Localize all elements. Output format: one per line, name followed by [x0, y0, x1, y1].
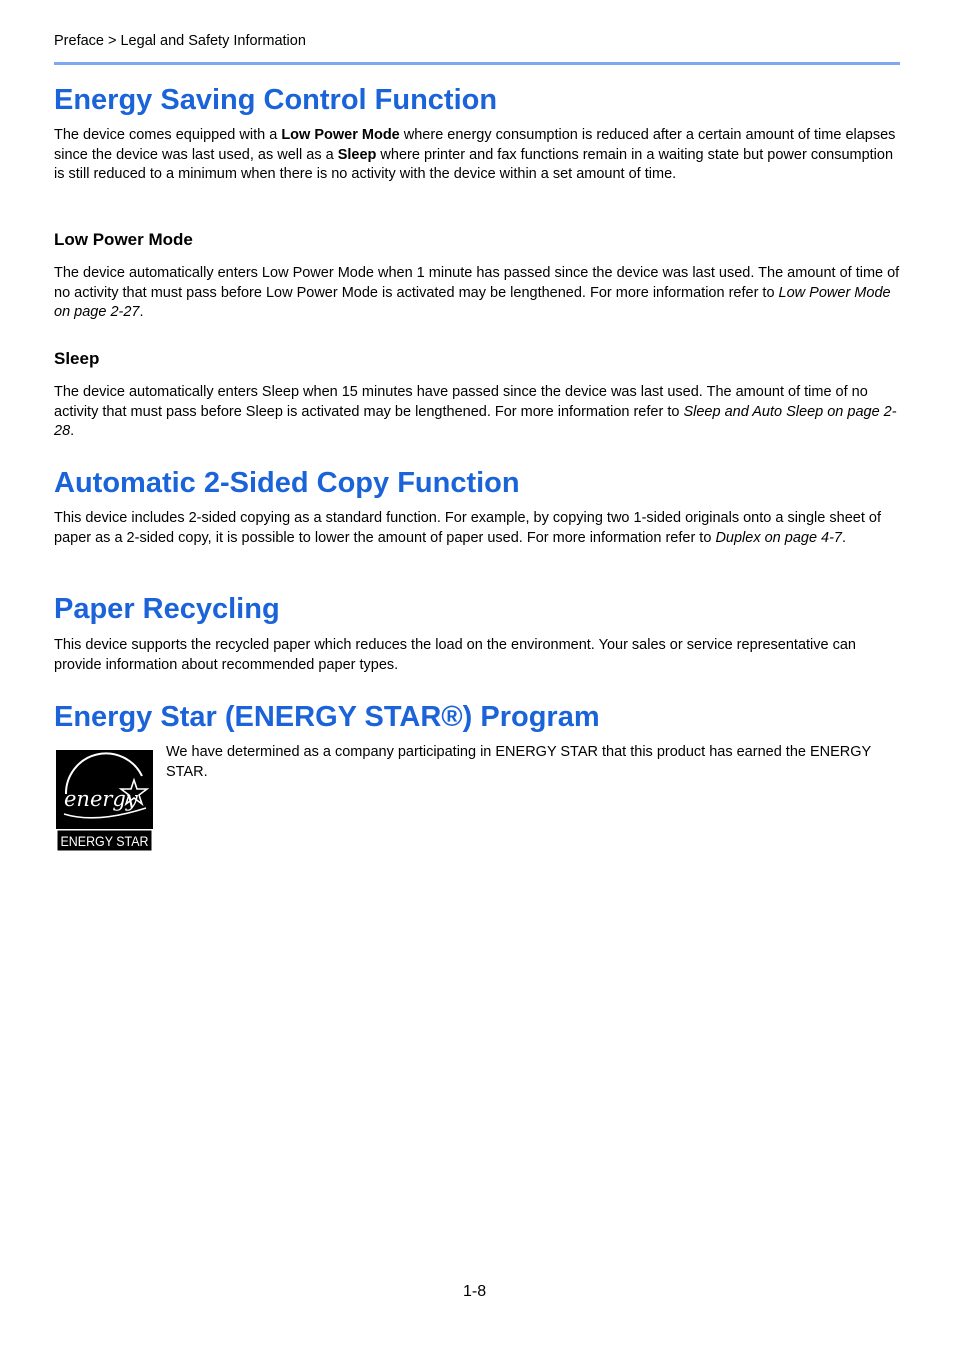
energy-star-paragraph: We have determined as a company participating in ENERGY STAR that this product has earned the ENERGY STAR. [166, 744, 871, 780]
breadcrumb: Preface > Legal and Safety Information [54, 33, 306, 49]
sleep-paragraph [54, 383, 900, 442]
intro-text-2: where energy consumption is reduced after a certain amount of time elapses since the device was last used, as well as a [54, 127, 896, 163]
low-power-paragraph [54, 264, 900, 323]
svg-text:energy: energy [64, 787, 138, 811]
low-power-text-2: . [139, 304, 144, 320]
low-power-reference: Low Power Mode on page 2-27 [54, 284, 891, 320]
heading-low-power-mode: Low Power Mode [54, 230, 193, 249]
energy-saving-intro [54, 126, 900, 185]
intro-bold-sleep: Sleep [337, 146, 377, 163]
energy-star-logo [56, 750, 153, 852]
header-divider [54, 62, 900, 65]
intro-text-1: The device comes equipped with a [54, 127, 282, 143]
sleep-reference: Sleep and Auto Sleep on page 2-28 [54, 403, 897, 439]
section-title-recycling: Paper Recycling [54, 593, 280, 625]
heading-sleep: Sleep [54, 349, 100, 368]
intro-text-3: where printer and fax functions remain in a waiting state but power consumption is still reduced to a minimum when there is no activity with the device within a set amount of time. [54, 146, 894, 182]
intro-bold-low-power: Low Power Mode [281, 127, 400, 143]
svg-text:ENERGY STAR: ENERGY STAR [60, 833, 149, 849]
duplex-reference: Duplex on page 4-7 [715, 529, 843, 546]
section-title-energy-saving: Energy Saving Control Function [54, 84, 498, 116]
recycling-paragraph: This device supports the recycled paper which reduces the load on the environment. Your sales or service representative can provide information about recommended paper types. [54, 637, 856, 673]
page-number: 1-8 [463, 1283, 487, 1300]
low-power-text-1: The device automatically enters Low Power Mode when 1 minute has passed since the device was last used. The amount of time of no activity that must pass before Low Power Mode is activated may be lengthened. For more information refer to [54, 265, 900, 301]
section-title-duplex: Automatic 2-Sided Copy Function [54, 467, 520, 499]
duplex-text-1: This device includes 2-sided copying as a standard function. For example, by copying two 1-sided originals onto a single sheet of paper as a 2-sided copy, it is possible to lower the amount of paper used. For more information refer to [54, 510, 881, 546]
section-title-energy-star: Energy Star (ENERGY STAR®) Program [54, 701, 600, 733]
sleep-text-1: The device automatically enters Sleep when 15 minutes have passed since the device was last used. The amount of time of no activity that must pass before Sleep is activated may be lengthened. For more information refer to [54, 384, 868, 420]
sleep-text-2: . [70, 423, 75, 439]
duplex-paragraph [54, 509, 900, 548]
duplex-text-2: . [842, 529, 847, 546]
